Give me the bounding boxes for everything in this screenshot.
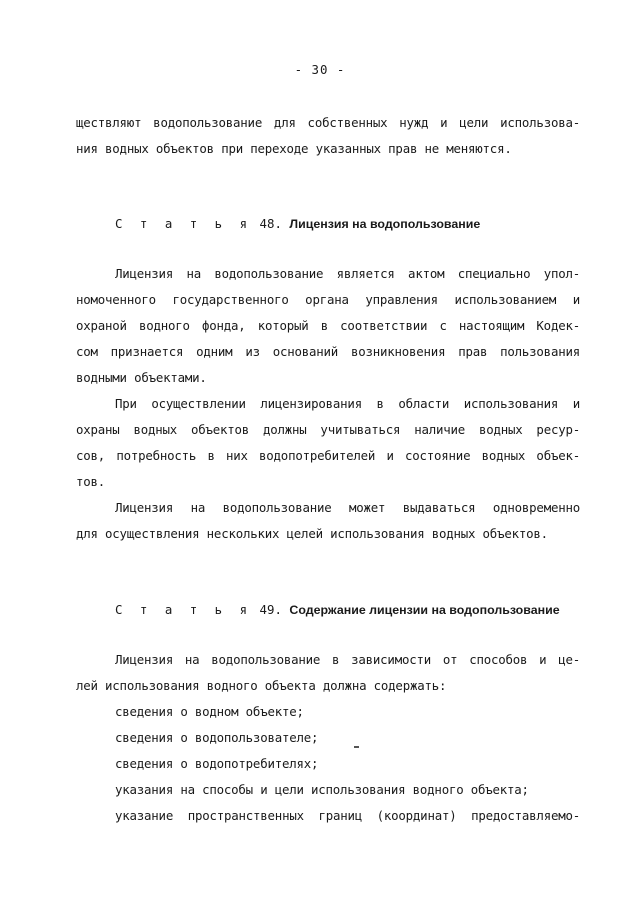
article-label: С т а т ь я (115, 602, 253, 617)
scan-speck (354, 746, 359, 748)
text-line: Лицензия на водопользование в зависимости от способов и це- (115, 652, 580, 667)
list-item: сведения о водном объекте; (115, 704, 304, 719)
page-number: - 30 - (294, 62, 346, 77)
text-line: для осуществления нескольких целей использования водных объектов. (76, 526, 548, 541)
text-line: охраной водного фонда, который в соответствии с настоящим Кодек- (76, 318, 580, 333)
text-line: охраны водных объектов должны учитываться наличие водных ресур- (76, 422, 580, 437)
text-line: ния водных объектов при переходе указанных прав не меняются. (76, 141, 512, 156)
text-line: При осуществлении лицензирования в области использования и (115, 396, 580, 411)
text-line: водными объектами. (76, 370, 207, 385)
text-line: сов, потребность в них водопотребителей и состояние водных объек- (76, 448, 580, 463)
text-line: тов. (76, 474, 106, 489)
article-number: 49. (259, 602, 282, 617)
article-title: Лицензия на водопользование (289, 217, 481, 231)
text-line: ществляют водопользование для собственных нужд и цели использова- (76, 115, 580, 130)
article-title: Содержание лицензии на водопользование (289, 603, 560, 617)
article-number: 48. (259, 216, 282, 231)
article-label: С т а т ь я (115, 216, 253, 231)
text-line: Лицензия на водопользование может выдаваться одновременно (115, 500, 580, 515)
text-line: лей использования водного объекта должна содержать: (76, 678, 447, 693)
list-item: сведения о водопотребителях; (115, 756, 319, 771)
article-48-heading (115, 216, 480, 231)
text-line: сом признается одним из оснований возникновения прав пользования (76, 344, 580, 359)
list-item: указания на способы и цели использования водного объекта; (115, 782, 529, 797)
list-item: сведения о водопользователе; (115, 730, 319, 745)
article-49-heading (115, 602, 560, 617)
list-item: указание пространственных границ (координат) предоставляемо- (115, 808, 580, 823)
text-line: номоченного государственного органа управления использованием и (76, 292, 580, 307)
text-line: Лицензия на водопользование является актом специально упол- (115, 266, 580, 281)
